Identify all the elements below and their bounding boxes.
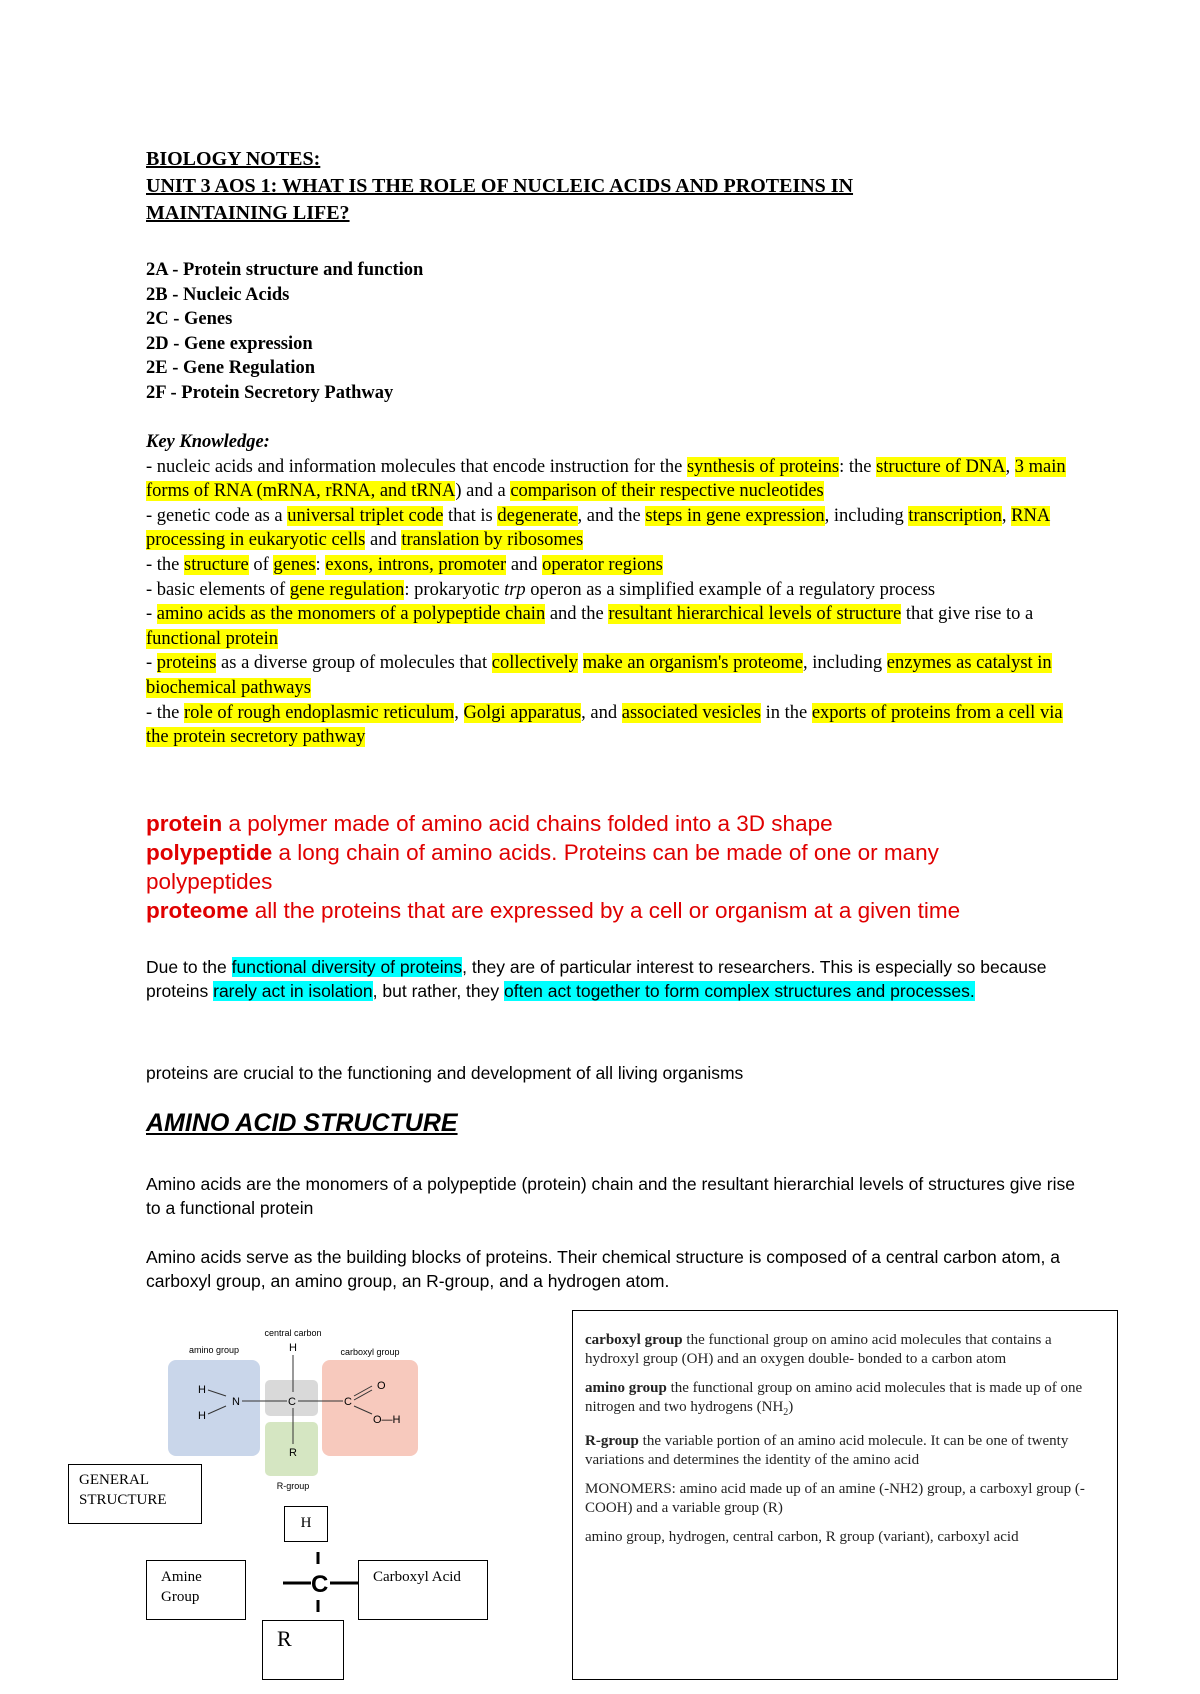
label-carboxyl-group: carboxyl group [340, 1347, 400, 1357]
atom-h-upper: H [198, 1384, 206, 1396]
amine-group-box: Amine Group [146, 1560, 246, 1620]
amino-group-region [168, 1360, 260, 1456]
key-knowledge-item: - nucleic acids and information molecules that encode instruction for the synthesis of proteins: the structure of DNA, 3 main forms of RNA (mRNA, rRNA, and tRNA) and a comparison of their respective nucleotides [146, 456, 1066, 502]
general-structure-box: GENERAL STRUCTURE [68, 1464, 202, 1524]
carboxyl-group-region [322, 1360, 418, 1456]
def-amino: amino group the functional group on amino acid molecules that is made up of one nitrogen and two hydrogens $(NH_2)$ [585, 1380, 1083, 1418]
topic-item: 2F - Protein Secretory Pathway [146, 382, 394, 403]
atom-h-lower: H [198, 1410, 206, 1422]
label-r-group: R-group [276, 1481, 310, 1491]
title-line-2: UNIT 3 AOS 1: WHAT IS THE ROLE OF NUCLEIC ACIDS AND PROTEINS IN [146, 175, 854, 197]
topic-item: 2C - Genes [146, 309, 233, 330]
atom-o: O [377, 1380, 386, 1392]
definition-term: proteome [146, 898, 249, 923]
hydrogen-box: H [284, 1506, 328, 1542]
key-knowledge-item: - basic elements of gene regulation: prokaryotic trp operon as a simplified example of a regulatory process [146, 579, 936, 600]
key-knowledge-heading: Key Knowledge: [146, 432, 270, 452]
key-knowledge-item: - the role of rough endoplasmic reticulum, Golgi apparatus, and associated vesicles in the exports of proteins from a cell via the protein secretory pathway [146, 702, 1063, 748]
atom-c-carboxyl: C [344, 1396, 352, 1408]
definitions [146, 809, 1066, 925]
skeleton-c: C [311, 1571, 329, 1598]
topic-item: 2A - Protein structure and function [146, 260, 424, 280]
atom-oh: O—H [373, 1414, 401, 1426]
def-r-group: R-group the variable portion of an amino acid molecule. It can be one of twenty variations and determines the identity of the amino acid [585, 1433, 1069, 1468]
section-heading: AMINO ACID STRUCTURE [146, 1109, 458, 1137]
def-carboxyl: carboxyl group the functional group on amino acid molecules that contains a hydroxyl group (OH) and an oxygen double- bonded to a carbon atom [585, 1332, 1052, 1367]
definition-term: protein [146, 811, 223, 836]
r-group-box: R [262, 1620, 344, 1680]
paragraph-diversity: Due to the functional diversity of proteins, they are of particular interest to researchers. This is especially so because proteins rarely act in isolation, but rather, they often act together to form complex structures and processes. [146, 957, 1047, 1001]
paragraph-monomers: Amino acids are the monomers of a polypeptide (protein) chain and the resultant hierarchial levels of structures give rise to a functional protein [146, 1174, 1075, 1218]
title-line-1: BIOLOGY NOTES: [146, 148, 321, 170]
paragraph-crucial: proteins are crucial to the functioning and development of all living organisms [146, 1063, 744, 1083]
key-knowledge-item: - amino acids as the monomers of a polypeptide chain and the resultant hierarchical levels of structure that give rise to a functional protein [146, 604, 1034, 649]
definition-polypeptide: polypeptide a long chain of amino acids. Proteins can be made of one or many polypeptides [146, 840, 939, 894]
definition-term: polypeptide [146, 840, 273, 865]
topic-item: 2B - Nucleic Acids [146, 284, 290, 305]
paragraph-building-blocks: Amino acids serve as the building blocks of proteins. Their chemical structure is composed of a central carbon atom, a carboxyl group, an amino group, an R-group, and a hydrogen atom. [146, 1247, 1061, 1291]
atom-n: N [232, 1396, 240, 1408]
amino-acid-definitions-box [572, 1310, 1118, 1680]
def-summary: amino group, hydrogen, central carbon, R group (variant), carboxyl acid [585, 1529, 1019, 1545]
atom-r: R [289, 1447, 297, 1459]
atom-c-central: C [288, 1396, 296, 1408]
carboxyl-acid-box: Carboxyl Acid [358, 1560, 488, 1620]
title-line-3: MAINTAINING LIFE? [146, 202, 350, 224]
topic-item: 2E - Gene Regulation [146, 358, 316, 379]
topic-item: 2D - Gene expression [146, 333, 313, 354]
definition-protein: protein a polymer made of amino acid chains folded into a 3D shape [146, 811, 833, 836]
def-monomers: MONOMERS: amino acid made up of an amine (-NH2) group, a carboxyl group (-COOH) and a variable group (R) [585, 1481, 1085, 1516]
key-knowledge-item: - the structure of genes: exons, introns, promoter and operator regions [146, 554, 663, 575]
key-knowledge [146, 430, 1086, 750]
key-knowledge-item: - proteins as a diverse group of molecules that collectively make an organism's proteome, including enzymes as catalyst in biochemical pathways [146, 653, 1052, 698]
label-central-carbon: central carbon [264, 1328, 322, 1338]
atom-top-h: H [289, 1342, 297, 1354]
topic-list [146, 258, 423, 406]
key-knowledge-item: - genetic code as a universal triplet code that is degenerate, and the steps in gene expression, including transcription, RNA processing in eukaryotic cells and translation by ribosomes [146, 505, 1051, 551]
label-amino-group: amino group [188, 1345, 240, 1355]
document-title [146, 146, 1066, 227]
definition-proteome: proteome all the proteins that are expressed by a cell or organism at a given time [146, 898, 961, 923]
